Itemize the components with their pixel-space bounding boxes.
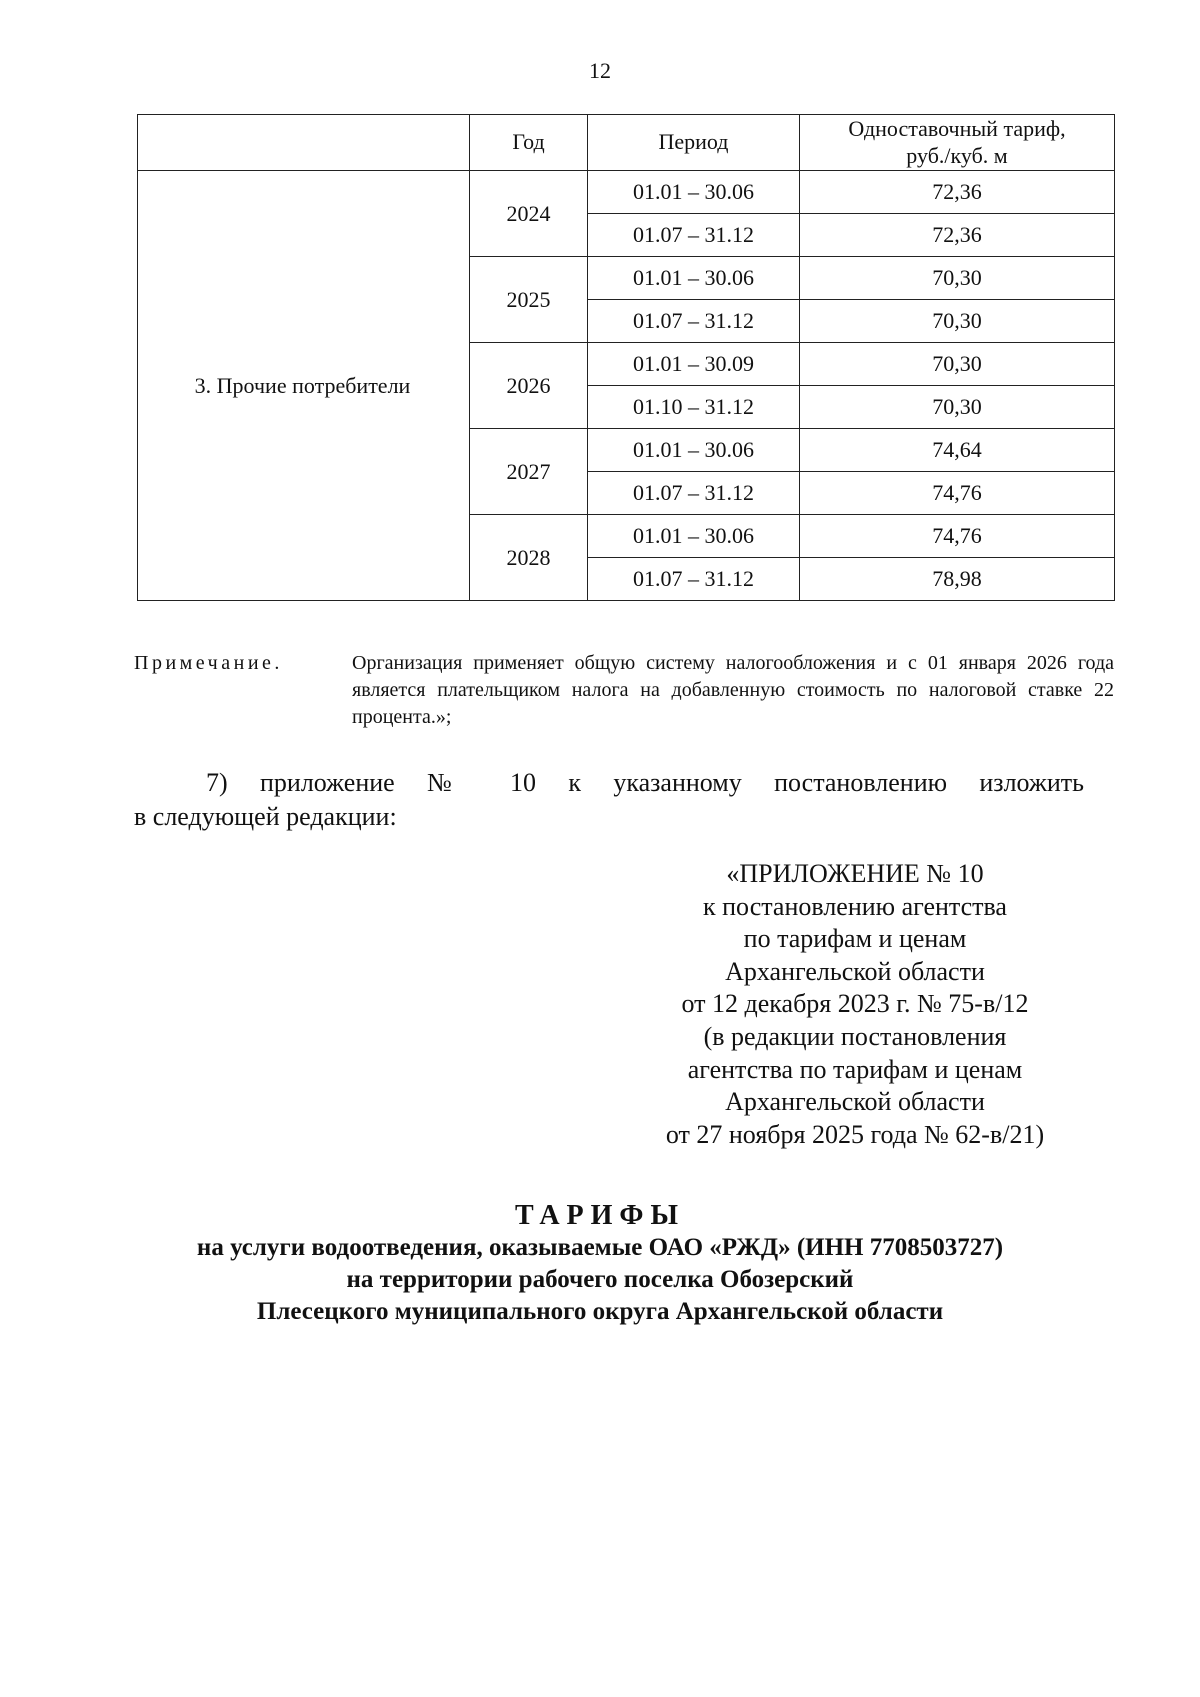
tariff-value-cell: 74,64 (800, 429, 1115, 472)
period-cell: 01.07 – 31.12 (588, 472, 800, 515)
tariff-value-cell: 70,30 (800, 300, 1115, 343)
appendix-line: Архангельской области (725, 1087, 985, 1117)
tariff-value-cell: 74,76 (800, 515, 1115, 558)
amendment-line-1: 7) приложение № 10 к указанному постановлению изложить (206, 768, 1084, 797)
period-cell: 01.01 – 30.06 (588, 257, 800, 300)
appendix-line: по тарифам и ценам (743, 924, 967, 954)
note-text: Организация применяет общую систему налогообложения и с 01 января 2026 года является плательщиком налога на добавленную стоимость по налоговой ставке 22 процента.»; (352, 652, 1114, 728)
header-tariff (800, 115, 1115, 171)
year-cell: 2026 (470, 343, 588, 429)
header-year: Год (470, 115, 588, 171)
header-tariff-line2: руб./куб. м (906, 142, 1008, 168)
amendment-paragraph (134, 766, 1084, 834)
title-line-1: на услуги водоотведения, оказываемые ОАО «РЖД» (ИНН 7708503727) (196, 1234, 1004, 1261)
note-label: Примечание. (134, 652, 283, 674)
period-cell: 01.07 – 31.12 (588, 300, 800, 343)
appendix-line: Архангельской области (725, 956, 985, 986)
appendix-line: от 12 декабря 2023 г. № 75-в/12 (681, 989, 1029, 1019)
tariffs-title-block (0, 1200, 1200, 1328)
period-cell: 01.07 – 31.12 (588, 558, 800, 601)
header-tariff-line1: Одноставочный тариф, (848, 116, 1066, 142)
amendment-line-2: в следующей редакции: (134, 802, 397, 831)
appendix-line: агентства по тарифам и ценам (687, 1054, 1023, 1084)
page-number: 12 (589, 58, 611, 83)
period-cell: 01.01 – 30.06 (588, 429, 800, 472)
year-cell: 2027 (470, 429, 588, 515)
appendix-line: к постановлению агентства (703, 891, 1007, 921)
appendix-header (610, 858, 1100, 1151)
period-cell: 01.10 – 31.12 (588, 386, 800, 429)
tariff-value-cell: 70,30 (800, 257, 1115, 300)
year-cell: 2025 (470, 257, 588, 343)
table-row (138, 171, 1115, 214)
year-cell: 2028 (470, 515, 588, 601)
header-period: Период (588, 115, 800, 171)
appendix-line: от 27 ноября 2025 года № 62-в/21) (665, 1119, 1045, 1149)
period-cell: 01.01 – 30.06 (588, 171, 800, 214)
category-cell: 3. Прочие потребители (138, 171, 470, 601)
period-cell: 01.07 – 31.12 (588, 214, 800, 257)
tariff-value-cell: 72,36 (800, 171, 1115, 214)
tariffs-heading: ТАРИФЫ (515, 1200, 685, 1231)
table-header-row (138, 115, 1115, 171)
tariff-value-cell: 74,76 (800, 472, 1115, 515)
tariff-value-cell: 72,36 (800, 214, 1115, 257)
header-category-cell (138, 115, 470, 171)
title-line-2: на территории рабочего поселка Обозерский (346, 1266, 854, 1293)
tariff-value-cell: 70,30 (800, 343, 1115, 386)
tariff-value-cell: 70,30 (800, 386, 1115, 429)
period-cell: 01.01 – 30.09 (588, 343, 800, 386)
tariff-value-cell: 78,98 (800, 558, 1115, 601)
year-cell: 2024 (470, 171, 588, 257)
title-line-3: Плесецкого муниципального округа Архангельской области (256, 1298, 944, 1325)
appendix-line: (в редакции постановления (703, 1021, 1007, 1051)
tariff-table (137, 114, 1115, 601)
appendix-line: «ПРИЛОЖЕНИЕ № 10 (726, 859, 984, 888)
period-cell: 01.01 – 30.06 (588, 515, 800, 558)
